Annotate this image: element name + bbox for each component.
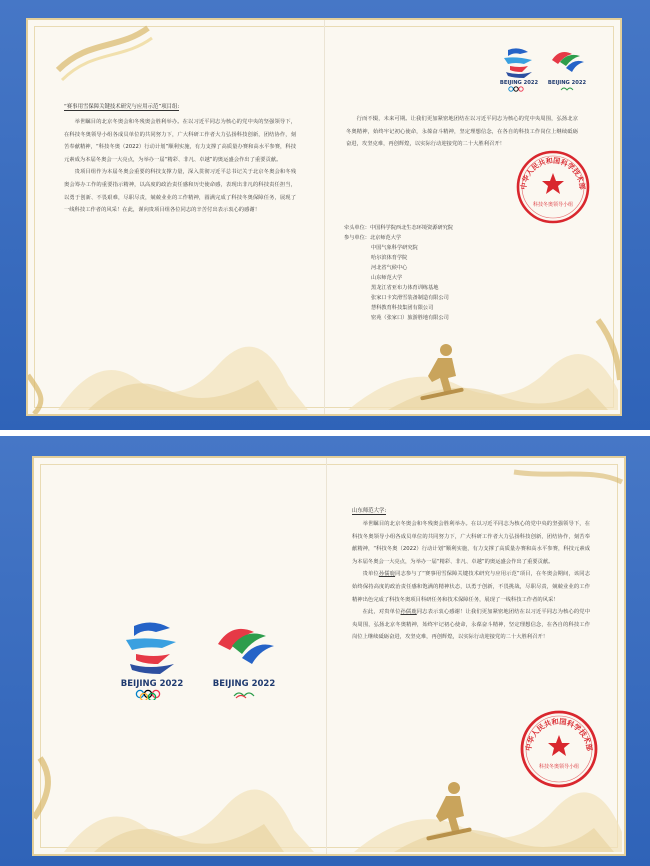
top-greeting: “赛事用雪保障关键技术研究与应用示范”项目组: (64, 104, 180, 110)
official-red-seal (514, 148, 592, 226)
top-left-paragraph-1: 举世瞩目的北京冬奥会和冬残奥会胜利举办。在以习近平同志为核心的党中央的坚强领导下，在科技冬奥领导小组各成员单位的共同努力下，广大科研工作者大力弘扬科技创新，团结协作，刻苦奉献精神，“科技冬奥（2022）行动计划”顺利实施，有力支撑了高质量办赛和高水平参赛，科技元素成为本届冬奥会一大亮点，为举办一届“精彩、非凡、卓越”的奥运盛会作出了重要贡献。 (64, 119, 296, 163)
top-right-paragraph: 行而不辍，未来可期。让我们更加紧密地团结在以习近平同志为核心的党中央周围，弘扬北京冬奥精神，始终牢记初心使命，永葆奋斗精神，坚定理想信念，在各自的科技工作岗位上继续砥砺奋进，攻坚克难，再创辉煌，以实际行动迎接党的二十大胜利召开！ (346, 116, 578, 148)
top-organizations (344, 223, 544, 323)
beijing-2022-paralympic-logo (542, 46, 592, 92)
participant-item: 哈尔滨体育学院 (371, 255, 408, 261)
lead-unit: 牵头单位：中国科学院西北生态环境资源研究院 (344, 225, 453, 231)
participants-label: 参与单位： (344, 235, 370, 241)
olympic-logo-label: BEIJING 2022 (120, 679, 184, 689)
participant-item: 慧科教育科技集团有限公司 (371, 305, 434, 311)
participant-item: 黑龙江省亚布力体育训练基地 (371, 285, 439, 291)
bottom-certificate-card (32, 456, 626, 856)
top-certificate-panel (0, 0, 650, 430)
official-red-seal (518, 708, 600, 790)
snowboarder-icon (422, 780, 476, 844)
paralympic-logo-label: BEIJING 2022 (547, 80, 587, 86)
participant-item: 中国气象科学研究院 (371, 245, 418, 251)
seal-caption: 科技冬奥领导小组 (532, 202, 574, 208)
top-left-body (64, 116, 296, 217)
participant-item: 山东师范大学 (371, 275, 403, 281)
honoree-name: 孙儒鹿 (378, 571, 396, 578)
bottom-right-body (352, 518, 590, 644)
bottom-greeting: 山东师范大学: (352, 508, 387, 514)
seal-text: 中华人民共和国科学技术部 (519, 156, 587, 191)
beijing-2022-olympic-logo (108, 618, 196, 700)
top-right-body (346, 113, 578, 151)
participant-item: 河北省气候中心 (371, 265, 408, 271)
beijing-2022-paralympic-logo (200, 618, 288, 700)
top-certificate-card (26, 18, 622, 416)
olympic-logo-label: BEIJING 2022 (499, 80, 539, 86)
participant-item: 张家口卡宾滑雪装备制造有限公司 (371, 295, 449, 301)
bottom-paragraph-1: 举世瞩目的北京冬奥会和冬残奥会胜利举办。在以习近平同志为核心的党中央的坚强领导下，在科技冬奥领导小组各成员单位的共同努力下，广大科研工作者大力弘扬科技创新，团结协作，刻苦奉献精神，“科技冬奥（2022）行动计划”顺利实施，有力支撑了高质量办赛和高水平参赛，科技元素成为本届冬奥会一大亮点，为举办一届“精彩、非凡、卓越”的奥运盛会作出了重要贡献。 (352, 521, 590, 565)
seal-text: 中华人民共和国科学技术部 (523, 716, 595, 752)
paralympic-logo-label: BEIJING 2022 (212, 679, 276, 689)
bottom-certificate-panel (0, 436, 650, 866)
snowboarder-icon (416, 342, 466, 402)
bottom-paragraph-2: 贵单位孙儒鹿同志参与了“赛事用雪保障关键技术研究与应用示范”项目，在冬奥会期间，该同志始终保持高度的政治责任感和饱满的精神状态，以勇于创新，不畏挑战，尽职尽责，兢兢业业的工作精神出色完成了科技冬奥项目科研任务和技术保障任务，展现了一线科技工作者的风采！ (352, 571, 590, 603)
participant-item: 密苑（张家口）旅游胜地有限公司 (371, 315, 449, 321)
seal-caption: 科技冬奥领导小组 (538, 764, 580, 770)
top-left-paragraph-2: 贵项目组作为本届冬奥会重要的科技支撑力量，深入贯彻习近平总书记关于北京冬奥会和冬残奥会筹办工作的重要指示精神，以高度的政治责任感和历史使命感，表现出非凡的科技责任担当，以勇于创新、不畏艰难，尽职尽责，兢兢业业的工作精神，圆满完成了科技冬奥保障任务，展现了一线科技工作者的风采！在此，谨向贵项目组各位同志的辛苦付出表示衷心的感谢！ (64, 169, 296, 214)
participant-item: 北京师范大学 (369, 235, 402, 241)
honoree-name: 孙儒鹿 (400, 609, 417, 616)
beijing-2022-olympic-logo (494, 46, 544, 92)
bottom-paragraph-3: 在此，对贵单位孙儒鹿同志表示衷心感谢！让我们更加紧密地团结在以习近平同志为核心的党中央周围，弘扬北京冬奥精神，始终牢记初心使命，永葆奋斗精神，坚定理想信念，在各自的科技工作岗位上继续砥砺奋进，攻坚克难，再创辉煌，以实际行动迎接党的二十大胜利召开！ (352, 609, 590, 641)
